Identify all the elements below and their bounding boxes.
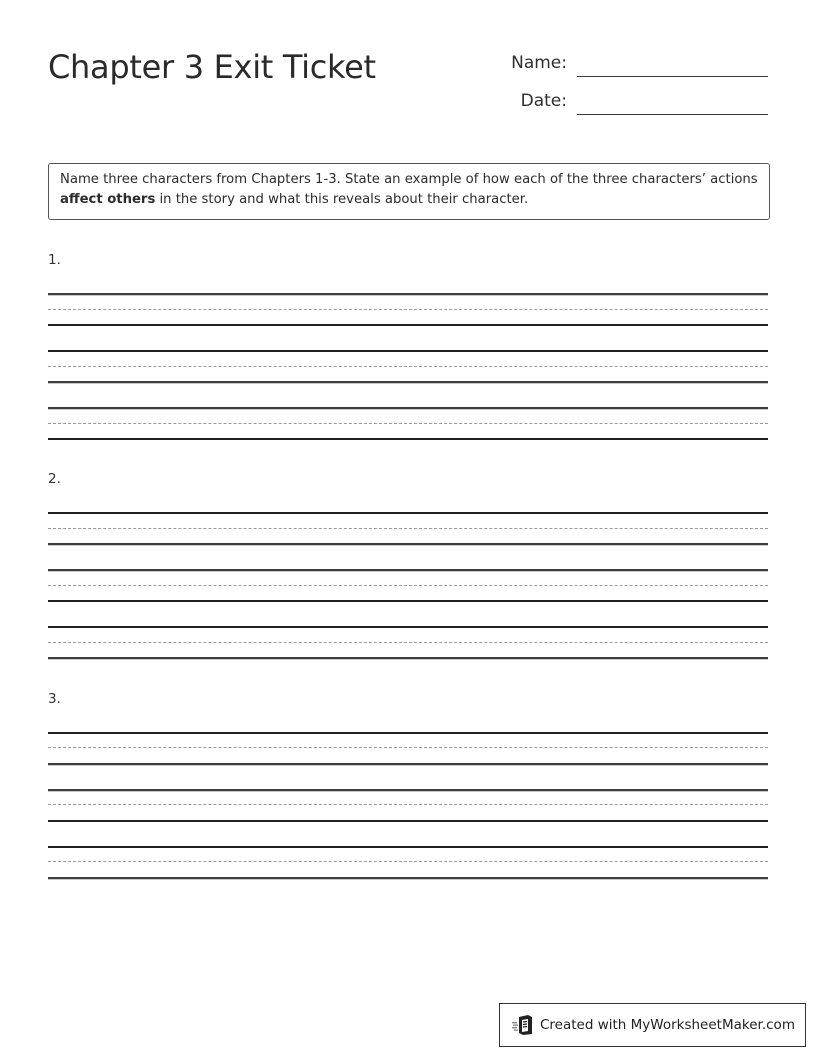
writing-line-top [48,789,768,791]
date-input-line[interactable] [577,114,768,115]
instructions-emphasis: affect others [60,192,156,207]
writing-line-mid [48,423,768,424]
instructions-box [48,163,770,220]
page-title: Chapter 3 Exit Ticket [48,48,376,86]
writing-line-mid [48,309,768,310]
question-number-1: 1. [48,252,61,268]
writing-line-mid [48,366,768,367]
writing-line-mid [48,528,768,529]
name-field [492,53,567,73]
writing-line-top [48,293,768,295]
question-number-2: 2. [48,471,61,487]
writing-line-base [48,763,768,765]
writing-line-top [48,350,768,352]
writing-line-base [48,438,768,440]
writing-line-top [48,407,768,409]
writing-line-base [48,600,768,602]
writing-line-top [48,512,768,514]
writing-line-mid [48,642,768,643]
writing-line-mid [48,747,768,748]
date-label: Date: [520,91,567,111]
date-field [492,91,567,111]
writing-line-base [48,820,768,822]
writing-line-top [48,846,768,848]
footer-text: Created with MyWorksheetMaker.com [540,1017,795,1033]
worksheet-logo-icon [512,1014,534,1036]
footer-attribution[interactable] [499,1003,806,1047]
instructions-text: Name three characters from Chapters 1-3. State an example of how each of the three characters’ actions [60,172,758,187]
writing-line-base [48,381,768,383]
writing-line-top [48,626,768,628]
name-label: Name: [511,53,567,73]
writing-line-base [48,324,768,326]
writing-line-top [48,569,768,571]
name-input-line[interactable] [577,76,768,77]
writing-line-mid [48,861,768,862]
writing-line-base [48,657,768,659]
writing-line-top [48,732,768,734]
question-number-3: 3. [48,691,61,707]
writing-line-mid [48,804,768,805]
writing-line-base [48,543,768,545]
writing-line-mid [48,585,768,586]
instructions-text-end: in the story and what this reveals about their character. [155,192,529,207]
writing-line-base [48,877,768,879]
